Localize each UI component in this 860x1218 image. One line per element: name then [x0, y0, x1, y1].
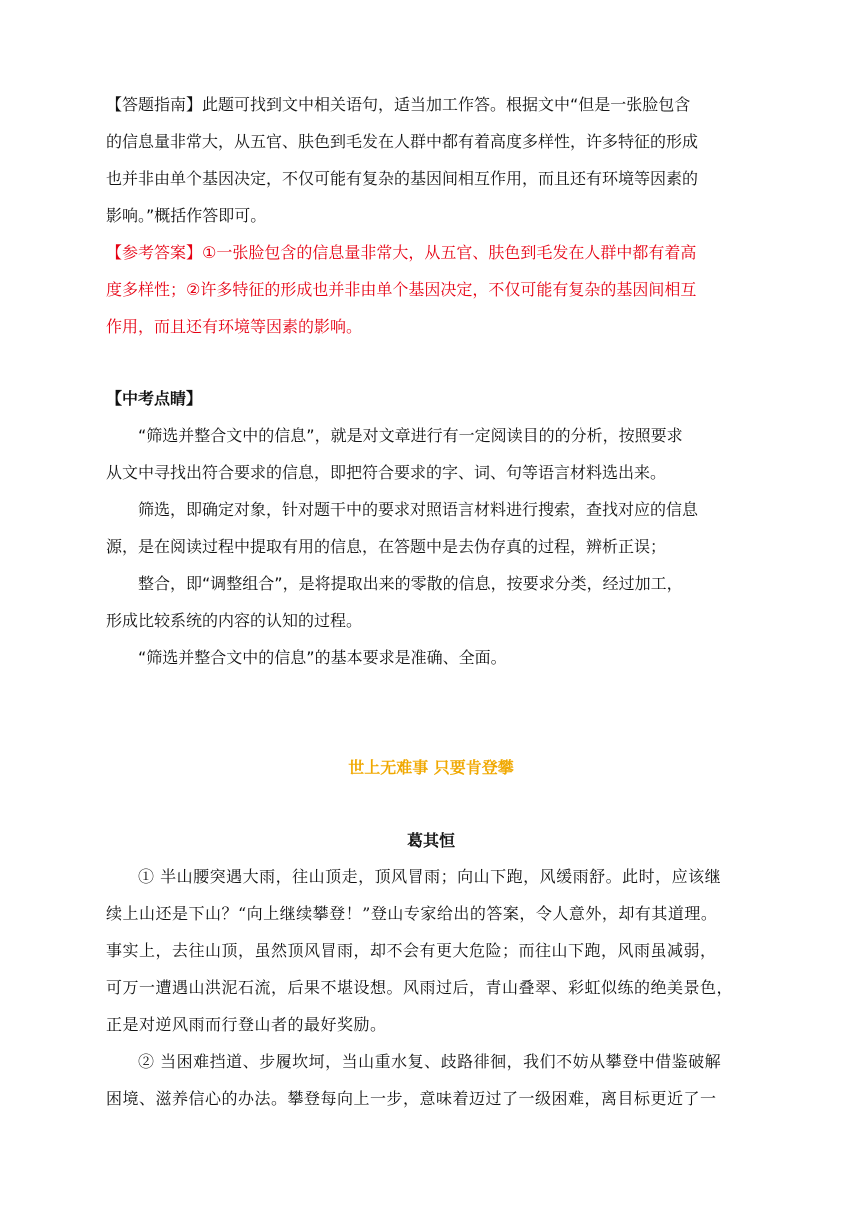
answer-line: 【参考答案】①一张脸包含的信息量非常大，从五官、肤色到毛发在人群中都有着高: [106, 243, 697, 262]
answer-line: 作用，而且还有环境等因素的影响。: [106, 317, 363, 336]
answer-line: 度多样性；②许多特征的形成也并非由单个基因决定，不仅可能有复杂的基因间相互: [106, 280, 697, 299]
exam-point-line: 形成比较系统的内容的认知的过程。: [106, 611, 363, 630]
exam-point-line: 源，是在阅读过程中提取有用的信息，在答题中是去伪存真的过程，辨析正误；: [106, 537, 667, 556]
article-title: 世上无难事 只要肯登攀: [348, 758, 514, 777]
article-body: [106, 858, 756, 1117]
section-heading: 【中考点睛】: [106, 389, 203, 408]
guide-line: 影响。”概括作答即可。: [106, 206, 267, 225]
exam-point-line: 整合，即“调整组合”，是将提取出来的零散的信息，按要求分类，经过加工，: [138, 574, 683, 593]
guide-line: 也并非由单个基因决定，不仅可能有复杂的基因间相互作用，而且还有环境等因素的: [106, 169, 699, 188]
exam-point-line: “筛选并整合文中的信息”的基本要求是准确、全面。: [138, 648, 507, 667]
reference-answer: [106, 234, 756, 345]
answer-guide: [106, 86, 756, 234]
paragraph-line: 正是对逆风雨而行登山者的最好奖励。: [106, 1015, 387, 1034]
paragraph-line: ① 半山腰突遇大雨，往山顶走，顶风冒雨；向山下跑，风缓雨舒。此时，应该继: [138, 867, 722, 886]
exam-point-line: 筛选，即确定对象，针对题干中的要求对照语言材料进行搜索，查找对应的信息: [138, 500, 699, 519]
guide-line: 的信息量非常大，从五官、肤色到毛发在人群中都有着高度多样性，许多特征的形成: [106, 132, 699, 151]
exam-point-section: [106, 380, 756, 676]
article-author: 葛其恒: [406, 831, 455, 850]
paragraph-line: 事实上，去往山顶，虽然顶风冒雨，却不会有更大危险；而往山下跑，风雨虽减弱，: [106, 941, 717, 960]
exam-point-line: “筛选并整合文中的信息”，就是对文章进行有一定阅读目的的分析，按照要求: [138, 426, 683, 445]
paragraph-line: 续上山还是下山？“向上继续攀登！”登山专家给出的答案，令人意外，却有其道理。: [106, 904, 718, 923]
exam-point-line: 从文中寻找出符合要求的信息，即把符合要求的字、词、句等语言材料选出来。: [106, 463, 667, 482]
paragraph-line: 可万一遭遇山洪泥石流，后果不堪设想。风雨过后，青山叠翠、彩虹似练的绝美景色，: [106, 978, 734, 997]
guide-line: 【答题指南】此题可找到文中相关语句，适当加工作答。根据文中“但是一张脸包含: [106, 95, 691, 114]
paragraph-line: 困境、滋养信心的办法。攀登每向上一步，意味着迈过了一级困难，离目标更近了一: [106, 1089, 717, 1108]
paragraph-line: ② 当困难挡道、步履坎坷，当山重水复、歧路徘徊，我们不妨从攀登中借鉴破解: [138, 1052, 722, 1071]
